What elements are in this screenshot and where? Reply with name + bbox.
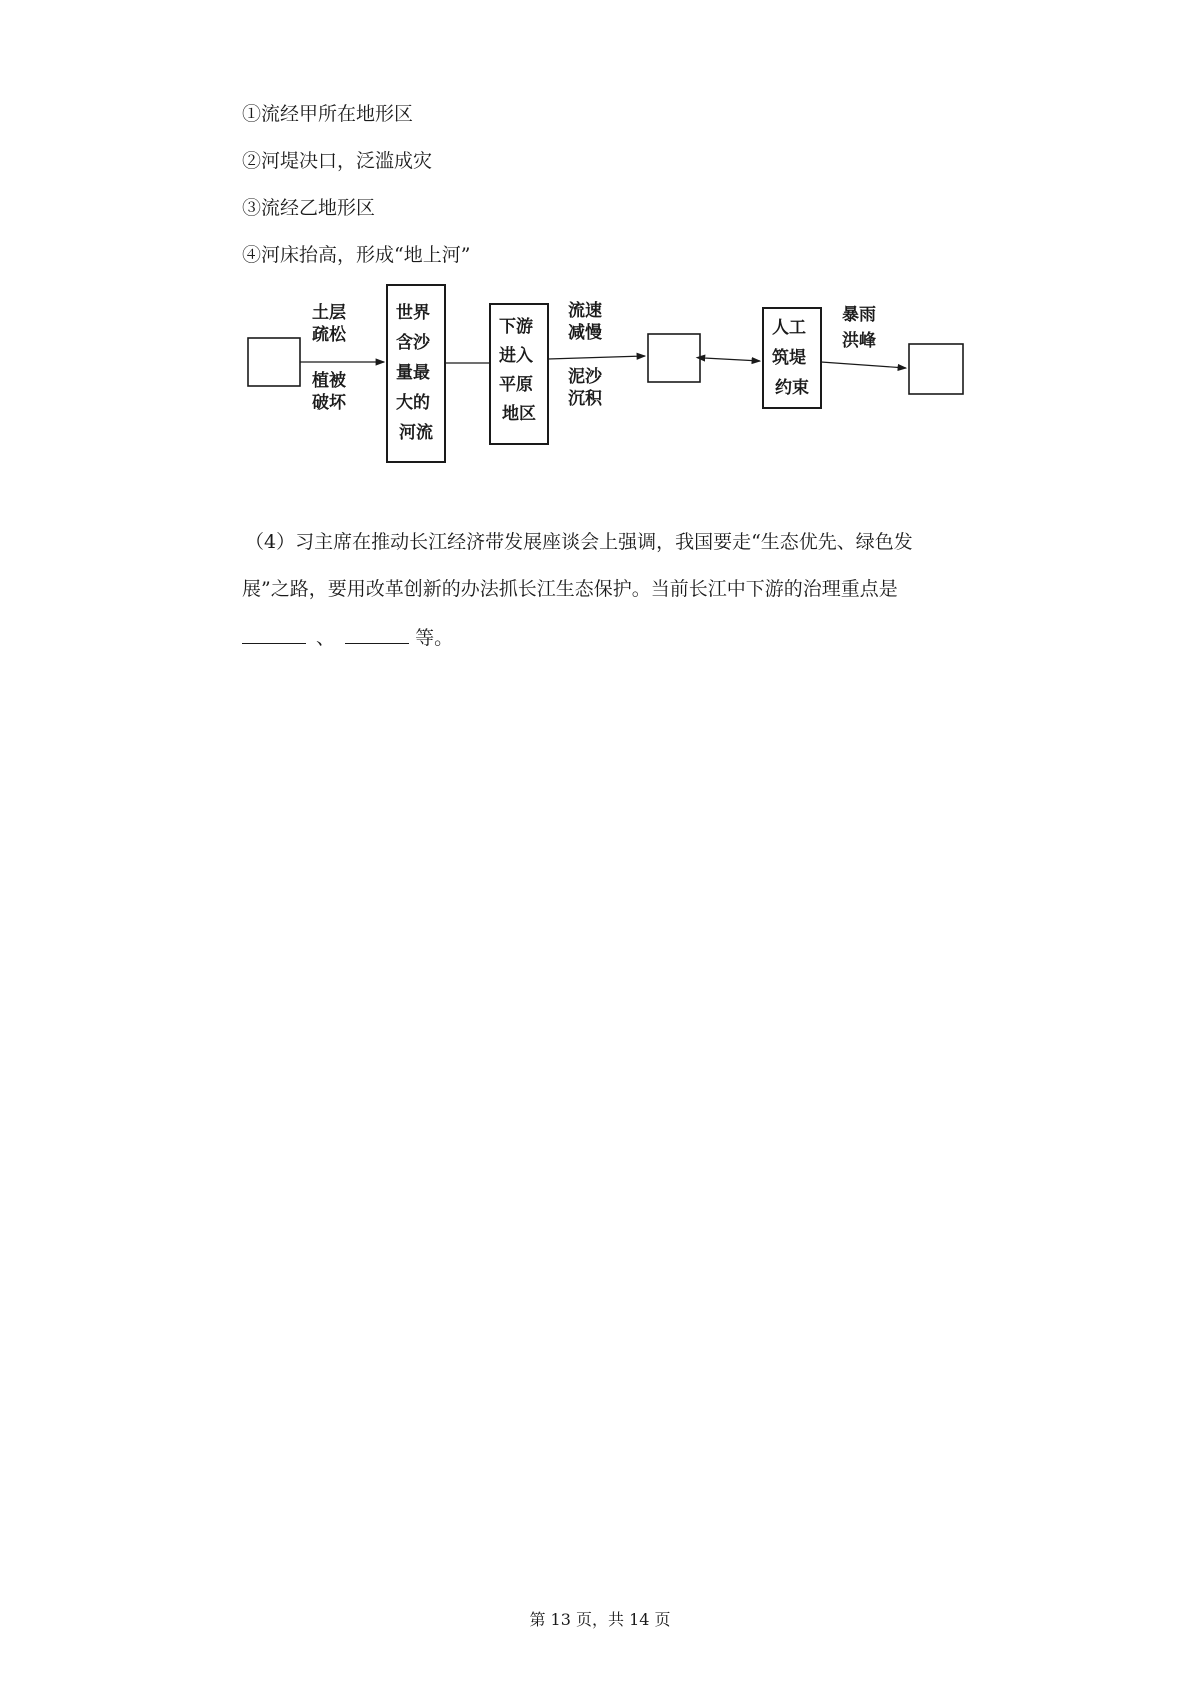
question-4-line-2: 展”之路，要用改革创新的办法抓长江生态保护。当前长江中下游的治理重点是	[242, 578, 898, 600]
empty-box-4	[648, 334, 700, 382]
box-2-label: 世界 含沙 量最 大的 河流	[396, 303, 433, 443]
question-4-suffix: 等。	[415, 627, 454, 649]
question-4-line-3	[242, 625, 1032, 650]
arrow-5-label: 暴雨洪峰	[842, 305, 876, 351]
box-3-label: 下游 进入 平原 地区	[499, 317, 536, 424]
answer-blank-1[interactable]	[242, 625, 306, 644]
arrow-1-top-label: 土层疏松	[312, 303, 346, 345]
double-arrow-4	[704, 358, 760, 361]
option-1	[242, 102, 413, 126]
flow-diagram	[240, 280, 1020, 465]
option-text: 流经乙地形区	[261, 197, 376, 219]
arrow-1-bottom-label: 植被破坏	[312, 371, 346, 413]
page-footer: 第 13 页，共 14 页	[529, 1610, 671, 1629]
option-marker: ④	[242, 244, 262, 266]
option-3	[242, 196, 375, 220]
option-text: 河堤决口，泛滥成灾	[261, 150, 433, 172]
empty-box-6	[909, 344, 963, 394]
box-5-label: 人工 筑堤 约束	[772, 318, 809, 398]
option-marker: ①	[242, 103, 262, 125]
separator: 、	[316, 627, 336, 649]
option-4	[242, 243, 470, 267]
option-text: 流经甲所在地形区	[261, 103, 414, 125]
option-marker: ②	[242, 150, 262, 172]
arrow-5	[821, 362, 906, 368]
empty-box-1	[248, 338, 300, 386]
option-2	[242, 149, 432, 173]
answer-blank-2[interactable]	[345, 625, 409, 644]
question-4-line-1: （4）习主席在推动长江经济带发展座谈会上强调，我国要走“生态优先、绿色发	[245, 531, 913, 553]
arrow-3-bottom-label: 泥沙沉积	[568, 367, 602, 409]
option-marker: ③	[242, 197, 262, 219]
arrow-3-top-label: 流速减慢	[568, 301, 602, 343]
option-text: 河床抬高，形成“地上河”	[261, 244, 471, 266]
arrow-3	[548, 356, 645, 359]
